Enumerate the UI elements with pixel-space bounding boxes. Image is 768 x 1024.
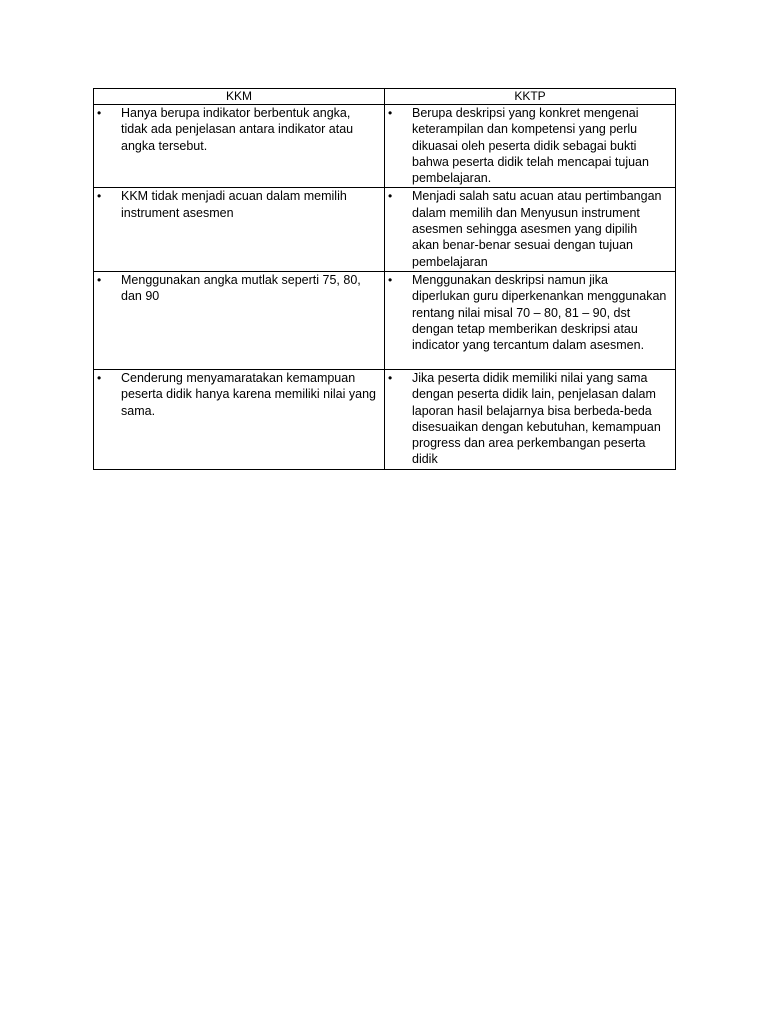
kkm-text: Menggunakan angka mutlak seperti 75, 80, dan 90 <box>121 272 361 304</box>
kkm-cell <box>94 369 385 469</box>
bullet-icon: • <box>388 106 393 120</box>
kkm-text: KKM tidak menjadi acuan dalam memilih instrument asesmen <box>121 189 347 220</box>
comparison-table <box>93 88 676 470</box>
bullet-icon: • <box>388 272 393 287</box>
header-row <box>94 89 676 105</box>
kktp-cell <box>385 188 676 271</box>
table-row <box>94 105 676 188</box>
kktp-cell <box>385 369 676 469</box>
bullet-icon: • <box>97 106 102 120</box>
kkm-cell <box>94 271 385 369</box>
kktp-text: Jika peserta didik memiliki nilai yang sama dengan peserta didik lain, penjelasan dalam laporan hasil belajarnya bisa berbeda-beda disesuaikan dengan kebutuhan, kemampuan progress dan area perkembangan peserta didik <box>412 370 661 467</box>
kkm-text: Hanya berupa indikator berbentuk angka, tidak ada penjelasan antara indikator atau angka tersebut. <box>121 106 354 153</box>
table-row <box>94 188 676 271</box>
bullet-icon: • <box>97 370 102 385</box>
bullet-icon: • <box>388 370 393 385</box>
kktp-cell <box>385 271 676 369</box>
kktp-text: Berupa deskripsi yang konkret mengenai keterampilan dan kompetensi yang perlu dikuasai oleh peserta didik sebagai bukti bahwa peserta didik telah mencapai tujuan pembelajaran. <box>412 106 649 186</box>
bullet-icon: • <box>97 189 102 204</box>
kkm-text: Cenderung menyamaratakan kemampuan peserta didik hanya karena memiliki nilai yang sama. <box>121 370 376 418</box>
kkm-cell <box>94 188 385 271</box>
kkm-cell <box>94 105 385 188</box>
kktp-cell <box>385 105 676 188</box>
header-kktp: KKTP <box>385 89 676 105</box>
bullet-icon: • <box>388 189 393 204</box>
table-row <box>94 369 676 469</box>
header-kkm: KKM <box>94 89 385 105</box>
table-row <box>94 271 676 369</box>
kktp-text: Menggunakan deskripsi namun jika diperlukan guru diperkenankan menggunakan rentang nilai misal 70 – 80, 81 – 90, dst dengan tetap memberikan deskripsi atau indicator yang tercantum dalam asesmen. <box>412 272 667 353</box>
bullet-icon: • <box>97 272 102 287</box>
kktp-text: Menjadi salah satu acuan atau pertimbangan dalam memilih dan Menyusun instrument asesmen sehingga asesmen yang dipilih akan benar-benar sesuai dengan tujuan pembelajaran <box>412 189 662 269</box>
